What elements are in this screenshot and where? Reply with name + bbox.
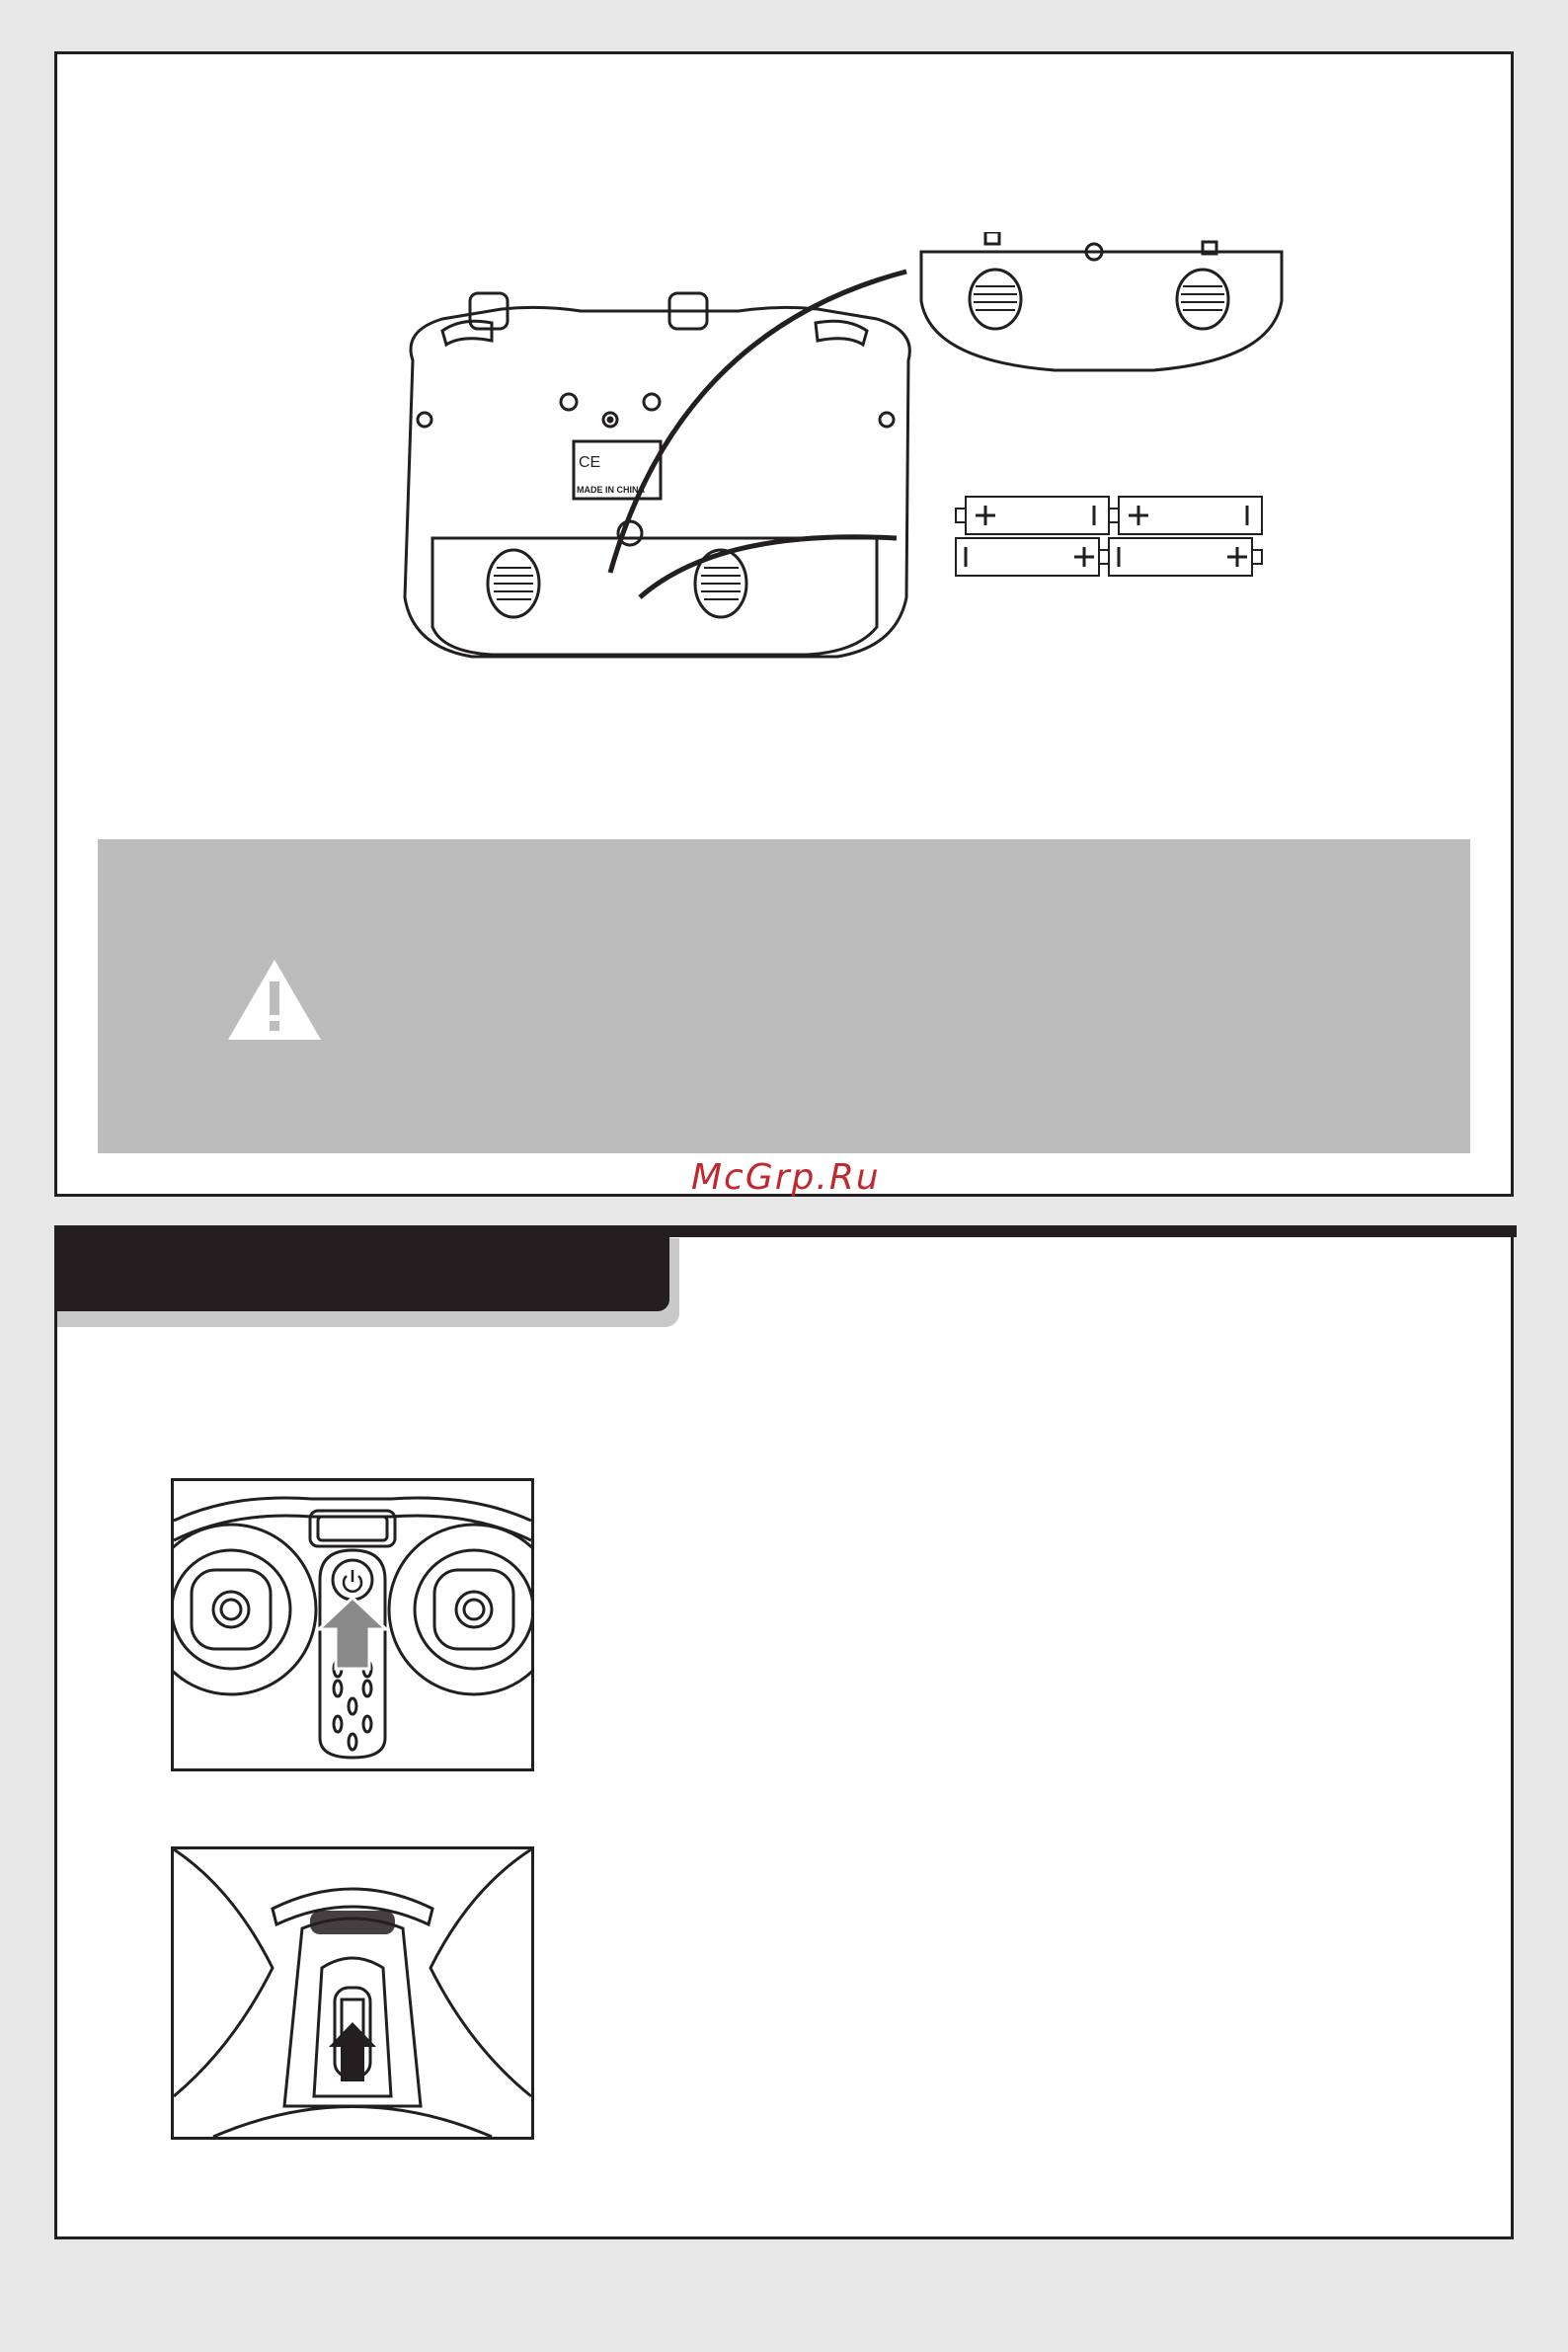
controller-illustration (174, 1481, 531, 1768)
section-header-tab (57, 1228, 669, 1311)
watermark: McGrp.Ru (691, 1157, 881, 1198)
drone-illustration (174, 1849, 531, 2137)
made-in-label: MADE IN CHINA (577, 485, 645, 495)
battery-installation-panel (54, 51, 1514, 1197)
controller-power-figure (171, 1478, 534, 1771)
drone-power-figure (171, 1846, 534, 2140)
warning-box (98, 839, 1470, 1153)
ce-label: CE (579, 454, 601, 471)
aa-batteries (956, 497, 1262, 576)
vent-grille (310, 1911, 395, 1934)
controller-back-view (405, 293, 909, 657)
warning-triangle-icon (226, 958, 323, 1042)
controller-battery-illustration (344, 232, 1311, 686)
battery-pointer-line (640, 537, 897, 597)
